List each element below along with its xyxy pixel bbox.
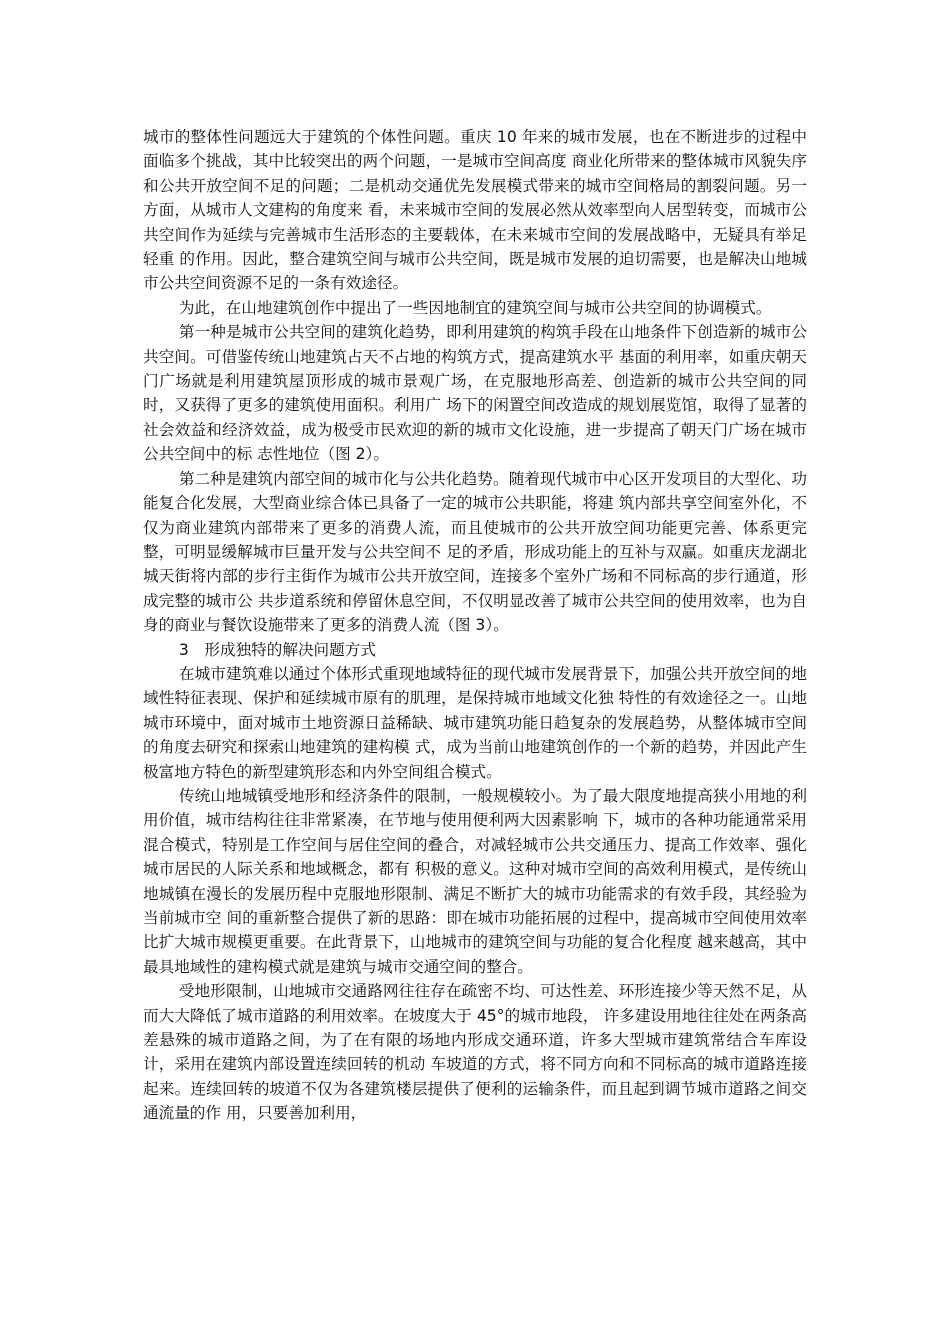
paragraph-4: 第二种是建筑内部空间的城市化与公共化趋势。随着现代城市中心区开发项目的大型化、功能复合化发展，大型商业综合体已具备了一定的城市公共职能，将建 筑内部共享空间室外化，不仅为商业建筑内部带来了更多的消费人流，而且使城市的公共开放空间功能更完善、体系更完整，可明显缓解城市巨量开发与公共空间不 足的矛盾，形成功能上的互补与双赢。如重庆龙湖北城天街将内部的步行主街作为城市公共开放空间，连接多个室外广场和不同标高的步行通道，形成完整的城市公 共步道系统和停留休息空间，不仅明显改善了城市公共空间的使用效率，也为自身的商业与餐饮设施带来了更多的消费人流（图 3）。 (143, 469, 807, 635)
paragraph-2: 为此，在山地建筑创作中提出了一些因地制宜的建筑空间与城市公共空间的协调模式。 (178, 298, 772, 317)
section-heading: 3 形成独特的解决问题方式 (178, 640, 376, 659)
document-body (143, 125, 807, 1126)
paragraph-7: 受地形限制，山地城市交通路网往往存在疏密不均、可达性差、环形连接少等天然不足，从而大大降低了城市道路的利用效率。在坡度大于 45°的城市地段， 许多建设用地往往处在两条高差悬殊的城市道路之间，为了在有限的场地内形成交通环道，许多大型城市建筑常结合车库设计，采用在建筑内部设置连续回转的机动 车坡道的方式，将不同方向和不同标高的城市道路连接起来。连续回转的坡道不仅为各建筑楼层提供了便利的运输条件，而且起到调节城市道路之间交通流量的作 用，只要善加利用， (143, 982, 807, 1123)
paragraph-6: 传统山地城镇受地形和经济条件的限制，一般规模较小。为了最大限度地提高狭小用地的利用价值，城市结构往往非常紧凑，在节地与使用便利两大因素影响 下，城市的各种功能通常采用混合模式，特别是工作空间与居住空间的叠合，对减轻城市公共交通压力、提高工作效率、强化城市居民的人际关系和地域概念，都有 积极的意义。这种对城市空间的高效利用模式，是传统山地城镇在漫长的发展历程中克服地形限制、满足不断扩大的城市功能需求的有效手段，其经验为当前城市空 间的重新整合提供了新的思路：即在城市功能拓展的过程中，提高城市空间使用效率比扩大城市规模更重要。在此背景下，山地城市的建筑空间与功能的复合化程度 越来越高，其中最具地域性的建构模式就是建筑与城市交通空间的整合。 (143, 786, 807, 976)
paragraph-1: 城市的整体性问题远大于建筑的个体性问题。重庆 10 年来的城市发展，也在不断进步的过程中面临多个挑战，其中比较突出的两个问题，一是城市空间高度 商业化所带来的整体城市风貌失序和公共开放空间不足的问题；二是机动交通优先发展模式带来的城市空间格局的割裂问题。另一方面，从城市人文建构的角度来 看，未来城市空间的发展必然从效率型向人居型转变，而城市公共空间作为延续与完善城市生活形态的主要载体，在未来城市空间的发展战略中，无疑具有举足轻重 的作用。因此，整合建筑空间与城市公共空间，既是城市发展的迫切需要，也是解决山地城市公共空间资源不足的一条有效途径。 (143, 128, 807, 293)
paragraph-3: 第一种是城市公共空间的建筑化趋势，即利用建筑的构筑手段在山地条件下创造新的城市公共空间。可借鉴传统山地建筑占天不占地的构筑方式，提高建筑水平 基面的利用率，如重庆朝天门广场就是利用建筑屋顶形成的城市景观广场，在克服地形高差、创造新的城市公共空间的同时，又获得了更多的建筑使用面积。利用广 场下的闲置空间改造成的规划展览馆，取得了显著的社会效益和经济效益，成为极受市民欢迎的新的城市文化设施，进一步提高了朝天门广场在城市公共空间中的标 志性地位（图 2）。 (143, 323, 807, 464)
paragraph-5: 在城市建筑难以通过个体形式重现地域特征的现代城市发展背景下，加强公共开放空间的地域性特征表现、保护和延续城市原有的肌理，是保持城市地域文化独 特性的有效途径之一。山地城市环境中，面对城市土地资源日益稀缺、城市建筑功能日趋复杂的发展趋势，从整体城市空间的角度去研究和探索山地建筑的建构模 式，成为当前山地建筑创作的一个新的趋势，并因此产生极富地方特色的新型建筑形态和内外空间组合模式。 (143, 664, 807, 781)
